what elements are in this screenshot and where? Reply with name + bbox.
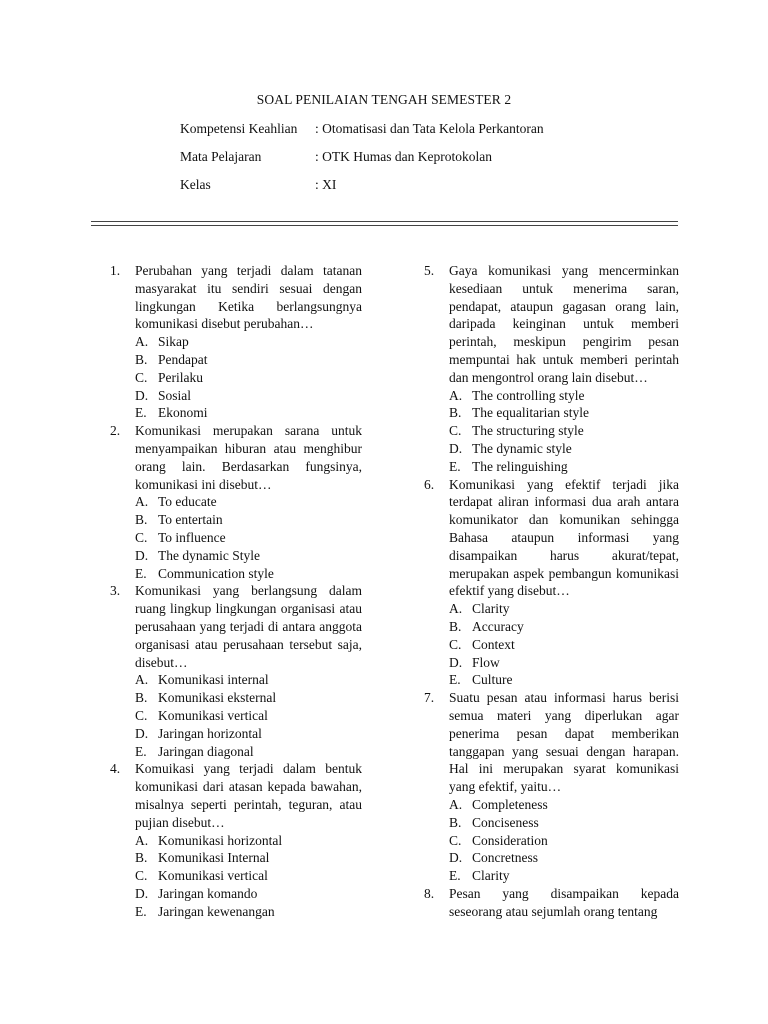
option-text: Komunikasi Internal	[158, 850, 270, 866]
header-divider	[91, 221, 678, 222]
option-letter: A.	[449, 601, 463, 617]
question-text: Komuikasi yang terjadi dalam bentuk komunikasi dari atasan kepada bawahan, misalnya seperti perintah, teguran, atau pujian disebut…	[135, 761, 362, 830]
option-letter: D.	[135, 725, 149, 741]
option-text: Sosial	[158, 387, 192, 403]
option-letter: B.	[449, 405, 462, 421]
option-letter: D.	[135, 547, 149, 563]
answer-option	[449, 440, 679, 458]
answer-option	[135, 743, 362, 761]
answer-option	[135, 849, 362, 867]
question-column-right	[424, 262, 679, 920]
option-letter: E.	[135, 405, 147, 421]
question-text: Perubahan yang terjadi dalam tatanan masyarakat itu sendiri sesuai dengan lingkungan Ketika berlangsungnya komunikasi disebut perubahan…	[135, 263, 362, 332]
option-letter: A.	[449, 796, 463, 812]
question-number: 3.	[110, 583, 121, 599]
option-text: Sikap	[158, 334, 189, 350]
option-letter: A.	[135, 494, 149, 510]
answer-option	[135, 529, 362, 547]
page-title: SOAL PENILAIAN TENGAH SEMESTER 2	[256, 92, 512, 107]
option-text: Jaringan diagonal	[158, 743, 254, 759]
question-number: 2.	[110, 423, 121, 439]
answer-option	[135, 707, 362, 725]
answer-option	[135, 671, 362, 689]
option-text: Jaringan kewenangan	[158, 903, 275, 919]
header-divider	[91, 225, 678, 226]
question-item	[424, 885, 679, 921]
question-item	[110, 582, 362, 760]
option-text: Komunikasi internal	[158, 672, 269, 688]
option-text: Flow	[472, 654, 500, 670]
option-text: Concretness	[472, 850, 538, 866]
option-letter: E.	[135, 903, 147, 919]
option-text: Jaringan komando	[158, 885, 258, 901]
option-letter: E.	[449, 672, 461, 688]
question-item	[110, 760, 362, 920]
question-item	[424, 689, 679, 885]
option-text: Consideration	[472, 832, 548, 848]
option-letter: D.	[135, 387, 149, 403]
answer-option	[449, 387, 679, 405]
info-value: : OTK Humas dan Keprotokolan	[315, 149, 492, 164]
option-text: Komunikasi vertical	[158, 707, 268, 723]
option-letter: D.	[135, 885, 149, 901]
answer-option	[449, 636, 679, 654]
question-number: 8.	[424, 885, 435, 901]
info-label: Mata Pelajaran	[180, 149, 262, 164]
answer-option	[135, 885, 362, 903]
option-text: The controlling style	[472, 387, 585, 403]
question-item	[110, 262, 362, 422]
option-letter: C.	[135, 369, 148, 385]
question-text: Gaya komunikasi yang mencerminkan kesediaan untuk menerima saran, pendapat, ataupun gagasan orang lain, daripada keinginan untuk memberi perintah, meskipun pengirim pesan mempuntai hak untuk memberi perintah dan mengontrol orang lain disebut…	[449, 263, 679, 385]
option-letter: D.	[449, 654, 463, 670]
option-letter: C.	[135, 707, 148, 723]
option-letter: A.	[135, 334, 149, 350]
answer-option	[449, 867, 679, 885]
info-label: Kompetensi Keahlian	[180, 121, 298, 136]
option-text: To influence	[158, 529, 226, 545]
answer-option	[449, 832, 679, 850]
option-text: Clarity	[472, 601, 510, 617]
option-text: Komunikasi eksternal	[158, 690, 277, 706]
option-letter: B.	[135, 351, 148, 367]
option-letter: C.	[449, 636, 462, 652]
question-number: 6.	[424, 476, 435, 492]
option-text: The relinguishing	[472, 458, 568, 474]
option-text: Jaringan horizontal	[158, 725, 262, 741]
option-text: Culture	[472, 672, 513, 688]
question-text: Suatu pesan atau informasi harus berisi semua materi yang diperlukan agar penerima pesan dapat memberikan tanggapan yang sesuai dengan harapan. Hal ini merupakan syarat komunikasi yang efektif, yaitu…	[449, 690, 679, 795]
option-text: Ekonomi	[158, 405, 208, 421]
answer-option	[135, 903, 362, 921]
answer-option	[135, 493, 362, 511]
answer-option	[449, 814, 679, 832]
answer-option	[135, 725, 362, 743]
answer-option	[449, 404, 679, 422]
answer-option	[135, 832, 362, 850]
answer-option	[449, 600, 679, 618]
question-number: 1.	[110, 263, 121, 278]
option-text: Context	[472, 636, 515, 652]
answer-option	[449, 458, 679, 476]
option-text: Perilaku	[158, 369, 203, 385]
question-text: Pesan yang disampaikan kepada seseorang atau sejumlah orang tentang	[449, 885, 679, 919]
answer-option	[449, 796, 679, 814]
question-item	[424, 262, 679, 476]
info-value: : XI	[315, 177, 337, 192]
option-text: Pendapat	[158, 351, 208, 367]
option-letter: C.	[449, 423, 462, 439]
answer-option	[135, 369, 362, 387]
question-text: Komunikasi yang berlangsung dalam ruang lingkup lingkungan organisasi atau perusahaan yang terjadi di antara anggota organisasi atau perusahaan tersebut saja, disebut…	[135, 583, 362, 670]
question-item	[110, 422, 362, 582]
answer-option	[135, 689, 362, 707]
option-letter: D.	[449, 440, 463, 456]
option-text: To educate	[158, 494, 217, 510]
option-letter: C.	[135, 868, 148, 884]
option-letter: E.	[449, 868, 461, 884]
option-letter: D.	[449, 850, 463, 866]
answer-option	[449, 671, 679, 689]
option-text: Completeness	[472, 796, 548, 812]
question-item	[424, 476, 679, 690]
option-text: The structuring style	[472, 423, 584, 439]
option-letter: B.	[135, 512, 148, 528]
answer-option	[135, 351, 362, 369]
option-letter: C.	[449, 832, 462, 848]
option-text: Conciseness	[472, 814, 539, 830]
answer-option	[135, 333, 362, 351]
answer-option	[135, 387, 362, 405]
answer-option	[135, 511, 362, 529]
answer-option	[449, 849, 679, 867]
option-text: Komunikasi horizontal	[158, 832, 283, 848]
option-letter: B.	[135, 690, 148, 706]
option-letter: A.	[135, 832, 149, 848]
question-text: Komunikasi yang efektif terjadi jika terdapat aliran informasi dua arah antara komunikator dan komunikan sehingga Bahasa ataupun informasi yang disampaikan harus akurat/tepat, merupakan aspek pembangun komunikasi efektif yang disebut…	[449, 476, 679, 599]
option-text: The dynamic style	[472, 440, 572, 456]
answer-option	[135, 404, 362, 422]
option-text: Komunikasi vertical	[158, 868, 268, 884]
answer-option	[135, 547, 362, 565]
option-text: Communication style	[158, 565, 274, 581]
option-letter: C.	[135, 529, 148, 545]
option-text: Clarity	[472, 868, 510, 884]
answer-option	[135, 565, 362, 583]
option-letter: B.	[135, 850, 148, 866]
option-text: Accuracy	[472, 618, 524, 634]
question-number: 7.	[424, 690, 435, 706]
question-number: 4.	[110, 761, 121, 777]
option-letter: B.	[449, 814, 462, 830]
option-letter: E.	[135, 565, 147, 581]
question-column-left	[110, 262, 362, 920]
info-value: : Otomatisasi dan Tata Kelola Perkantoran	[315, 121, 544, 136]
info-label: Kelas	[180, 177, 211, 192]
question-text: Komunikasi merupakan sarana untuk menyampaikan hiburan atau menghibur orang lain. Berdasarkan fungsinya, komunikasi ini disebut…	[135, 423, 362, 492]
answer-option	[449, 654, 679, 672]
option-letter: A.	[449, 387, 463, 403]
option-text: To entertain	[158, 512, 223, 528]
option-letter: E.	[449, 458, 461, 474]
answer-option	[135, 867, 362, 885]
option-letter: B.	[449, 618, 462, 634]
answer-option	[449, 618, 679, 636]
option-text: The equalitarian style	[472, 405, 589, 421]
option-text: The dynamic Style	[158, 547, 260, 563]
answer-option	[449, 422, 679, 440]
option-letter: E.	[135, 743, 147, 759]
question-number: 5.	[424, 263, 435, 278]
option-letter: A.	[135, 672, 149, 688]
